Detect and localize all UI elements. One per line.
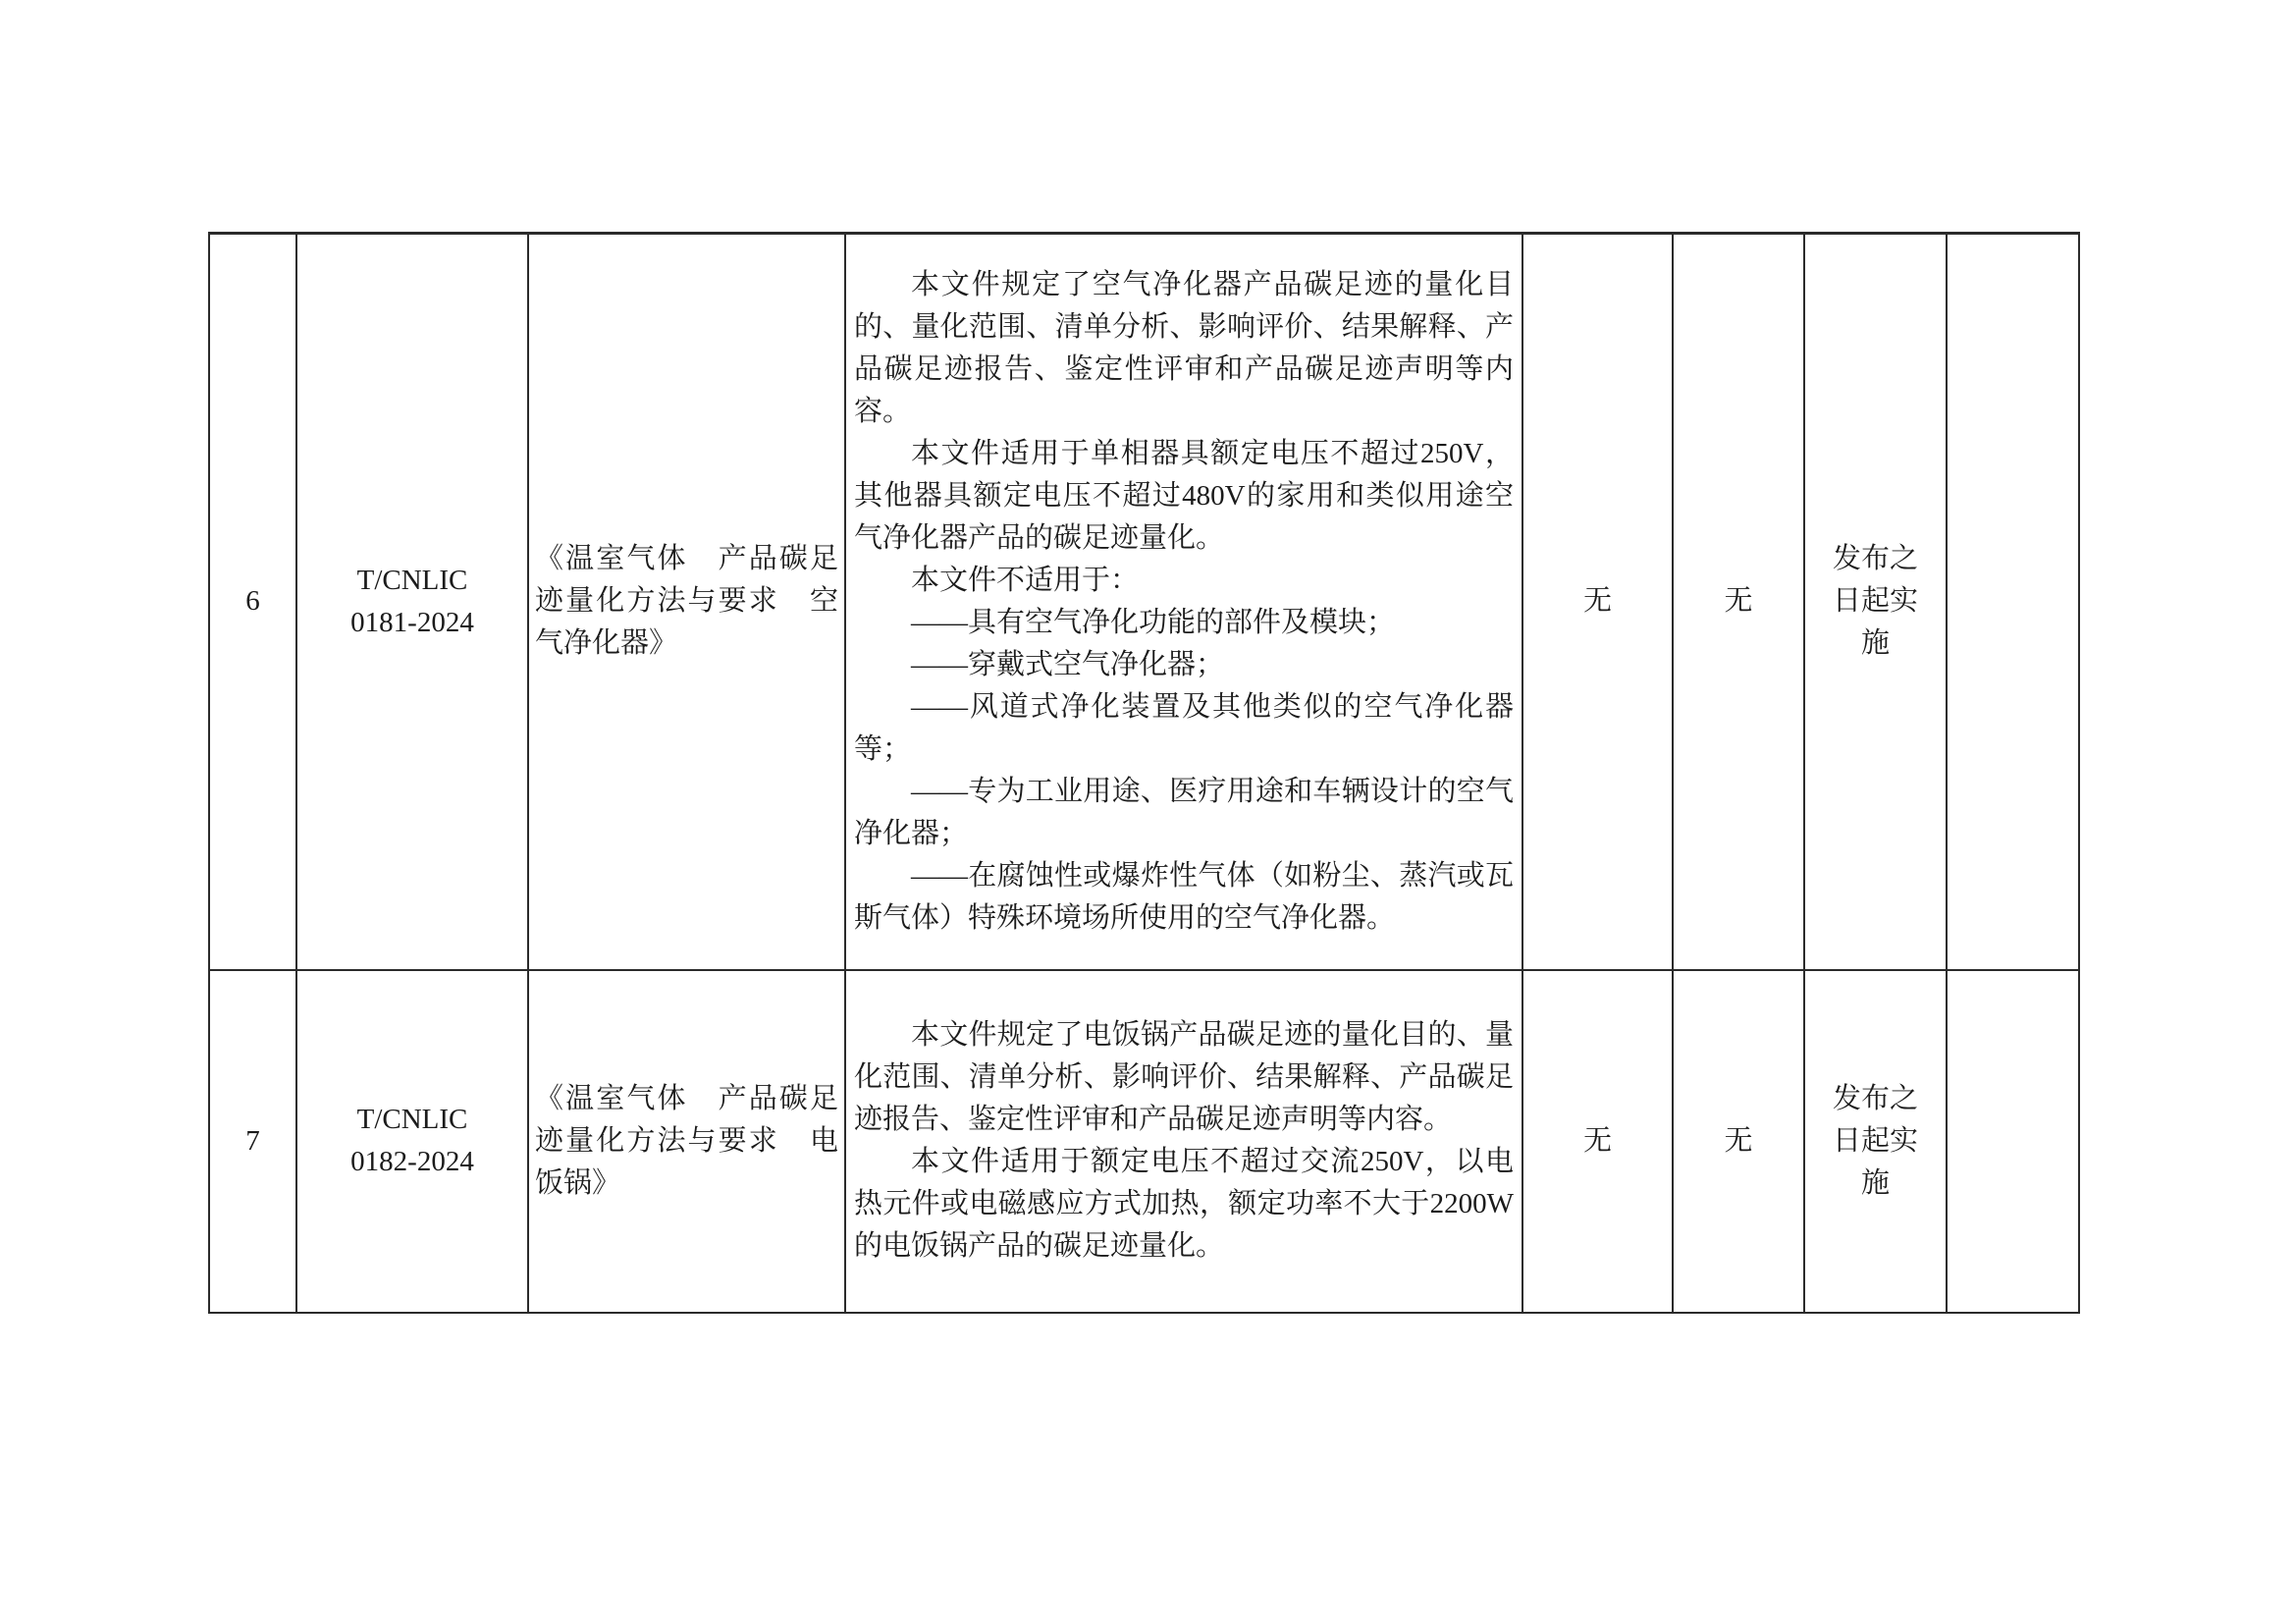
standard-code-line1: T/CNLIC bbox=[356, 1104, 468, 1135]
cell-standard-name bbox=[528, 234, 845, 970]
cell-note bbox=[1947, 234, 2079, 970]
scope-paragraph: ——具有空气净化功能的部件及模块； bbox=[911, 606, 1396, 638]
implementation-text: 发布之日起实施 bbox=[1832, 543, 1918, 660]
cell-col6 bbox=[1673, 234, 1804, 970]
scope-paragraph: 本文件适用于额定电压不超过交流250V，以电热元件或电磁感应方式加热，额定功率不大于2200W的电饭锅产品的碳足迹量化。 bbox=[854, 1146, 1514, 1262]
cell-col5 bbox=[1522, 234, 1673, 970]
cell-row-number bbox=[209, 234, 296, 970]
cell-scope bbox=[845, 234, 1522, 970]
row-number-text: 6 bbox=[245, 585, 260, 618]
table-row bbox=[209, 970, 2079, 1313]
table-row bbox=[209, 234, 2079, 970]
scope-paragraph: 本文件规定了空气净化器产品碳足迹的量化目的、量化范围、清单分析、影响评价、结果解释、产品碳足迹报告、鉴定性评审和产品碳足迹声明等内容。 bbox=[854, 268, 1514, 427]
cell-row-number bbox=[209, 970, 296, 1313]
col5-text: 无 bbox=[1582, 1124, 1612, 1157]
standard-name-text: 《温室气体 产品碳足迹量化方法与要求 空气净化器》 bbox=[535, 543, 838, 660]
col5-text: 无 bbox=[1582, 585, 1612, 618]
implementation-text: 发布之日起实施 bbox=[1832, 1082, 1918, 1199]
scope-paragraph: ——专为工业用途、医疗用途和车辆设计的空气净化器； bbox=[854, 775, 1514, 849]
scope-paragraph: 本文件适用于单相器具额定电压不超过250V，其他器具额定电压不超过480V的家用和类似用途空气净化器产品的碳足迹量化。 bbox=[854, 437, 1514, 554]
cell-standard-name bbox=[528, 970, 845, 1313]
cell-note bbox=[1947, 970, 2079, 1313]
scope-paragraph: 本文件规定了电饭锅产品碳足迹的量化目的、量化范围、清单分析、影响评价、结果解释、产品碳足迹报告、鉴定性评审和产品碳足迹声明等内容。 bbox=[854, 1019, 1514, 1135]
cell-col5 bbox=[1522, 970, 1673, 1313]
standard-code-line2: 0182-2024 bbox=[350, 1146, 474, 1177]
row-number-text: 7 bbox=[245, 1124, 260, 1157]
scope-paragraph: ——穿戴式空气净化器； bbox=[911, 648, 1225, 680]
scope-paragraph: ——在腐蚀性或爆炸性气体（如粉尘、蒸汽或瓦斯气体）特殊环境场所使用的空气净化器。 bbox=[854, 859, 1514, 934]
scope-paragraph: 本文件不适用于： bbox=[911, 564, 1140, 596]
cell-standard-code bbox=[296, 234, 528, 970]
cell-col6 bbox=[1673, 970, 1804, 1313]
standard-code-line2: 0181-2024 bbox=[350, 606, 474, 638]
standard-code-line1: T/CNLIC bbox=[356, 564, 468, 596]
scope-paragraph: ——风道式净化装置及其他类似的空气净化器等； bbox=[854, 690, 1514, 765]
cell-standard-code bbox=[296, 970, 528, 1313]
cell-scope bbox=[845, 970, 1522, 1313]
col6-text: 无 bbox=[1724, 585, 1753, 618]
standards-table bbox=[208, 232, 2080, 1314]
cell-implementation-date bbox=[1804, 970, 1947, 1313]
standard-name-text: 《温室气体 产品碳足迹量化方法与要求 电饭锅》 bbox=[535, 1082, 838, 1199]
col6-text: 无 bbox=[1724, 1124, 1753, 1157]
cell-implementation-date bbox=[1804, 234, 1947, 970]
